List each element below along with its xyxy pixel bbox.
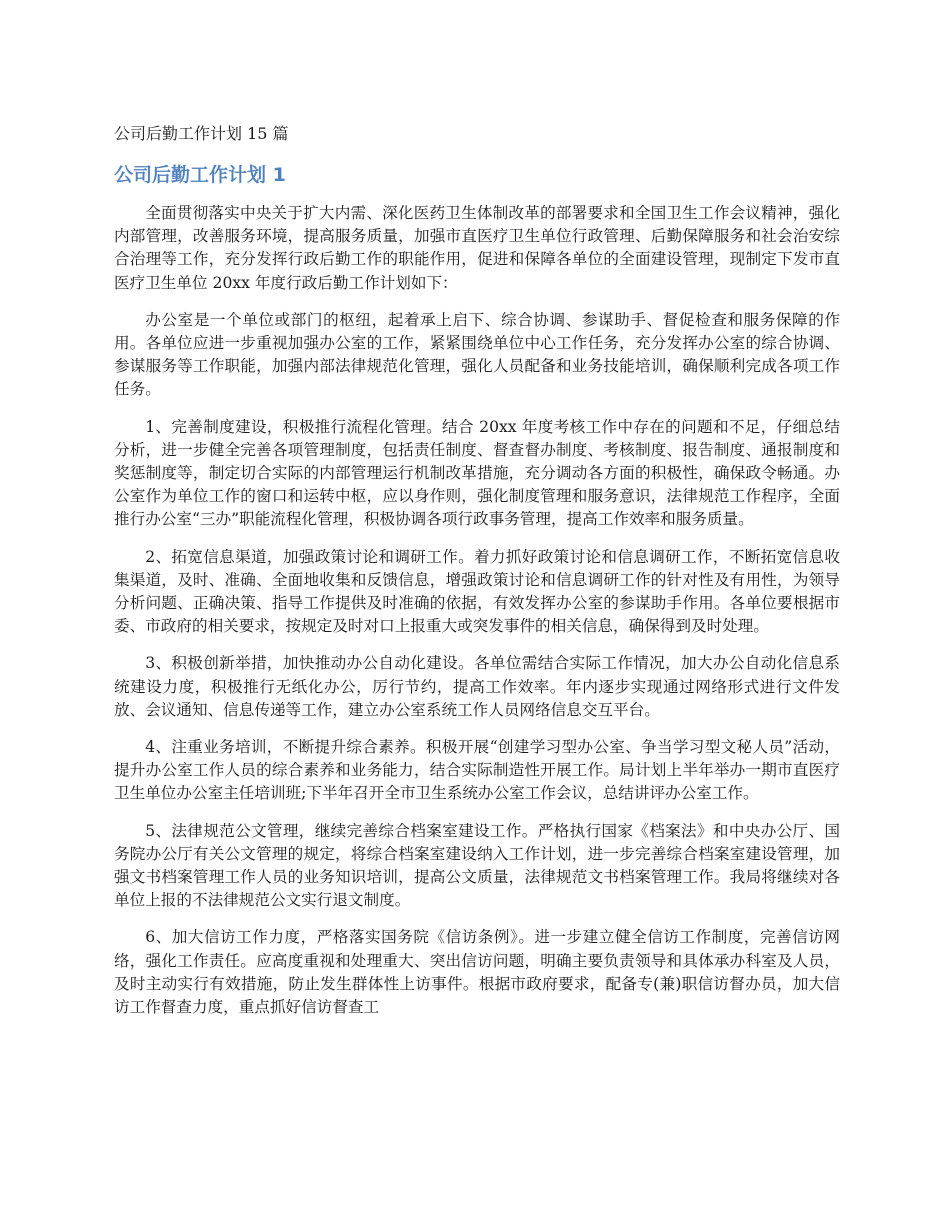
paragraph-item-5: 5、法律规范公文管理，继续完善综合档案室建设工作。严格执行国家《档案法》和中央办公厅、国务院办公厅有关公文管理的规定，将综合档案室建设纳入工作计划，进一步完善综合档案室建设管理，加强文书档案管理工作人员的业务知识培训，提高公文质量，法律规范文书档案管理工作。我局将继续对各单位上报的不法律规范公文实行退文制度。 — [114, 821, 840, 910]
section-heading: 公司后勤工作计划 1 — [114, 164, 286, 186]
paragraph-item-2: 2、拓宽信息渠道，加强政策讨论和调研工作。着力抓好政策讨论和信息调研工作，不断拓宽信息收集渠道，及时、准确、全面地收集和反馈信息，增强政策讨论和信息调研工作的针对性及有用性，为领导分析问题、正确决策、指导工作提供及时准确的依据，有效发挥办公室的参谋助手作用。各单位要根据市委、市政府的相关要求，按规定及时对口上报重大或突发事件的相关信息，确保得到及时处理。 — [114, 547, 840, 636]
paragraph-office-role: 办公室是一个单位或部门的枢纽，起着承上启下、综合协调、参谋助手、督促检查和服务保障的作用。各单位应进一步重视加强办公室的工作，紧紧围绕单位中心工作任务，充分发挥办公室的综合协调、参谋服务等工作职能，加强内部法律规范化管理，强化人员配备和业务技能培训，确保顺利完成各项工作任务。 — [114, 310, 840, 399]
paragraph-item-3: 3、积极创新举措，加快推动办公自动化建设。各单位需结合实际工作情况，加大办公自动化信息系统建设力度，积极推行无纸化办公，厉行节约，提高工作效率。年内逐步实现通过网络形式进行文件发放、会议通知、信息传递等工作，建立办公室系统工作人员网络信息交互平台。 — [114, 654, 840, 719]
paragraph-intro: 全面贯彻落实中央关于扩大内需、深化医药卫生体制改革的部署要求和全国卫生工作会议精神，强化内部管理，改善服务环境，提高服务质量，加强市直医疗卫生单位行政管理、后勤保障服务和社会治安综合治理等工作，充分发挥行政后勤工作的职能作用，促进和保障各单位的全面建设管理，现制定下发市直医疗卫生单位 20xx 年度行政后勤工作计划如下： — [114, 204, 840, 292]
paragraph-item-4: 4、注重业务培训，不断提升综合素养。积极开展“创建学习型办公室、争当学习型文秘人员”活动，提升办公室工作人员的综合素养和业务能力，结合实际制造性开展工作。局计划上半年举办一期市直医疗卫生单位办公室主任培训班;下半年召开全市卫生系统办公室工作会议，总结讲评办公室工作。 — [114, 738, 840, 803]
document-page — [114, 122, 840, 1033]
paragraph-item-6: 6、加大信访工作力度，严格落实国务院《信访条例》。进一步建立健全信访工作制度，完善信访网络，强化工作责任。应高度重视和处理重大、突出信访问题，明确主要负责领导和具体承办科室及人员，及时主动实行有效措施，防止发生群体性上访事件。根据市政府要求，配备专(兼)职信访督办员，加大信访工作督查力度，重点抓好信访督查工 — [114, 928, 840, 1017]
document-title: 公司后勤工作计划 15 篇 — [114, 124, 289, 143]
paragraph-item-1: 1、完善制度建设，积极推行流程化管理。结合 20xx 年度考核工作中存在的问题和不足，仔细总结分析，进一步健全完善各项管理制度，包括责任制度、督查督办制度、考核制度、报告制度、通报制度和奖惩制度等，制定切合实际的内部管理运行机制改革措施，充分调动各方面的积极性，确保政令畅通。办公室作为单位工作的窗口和运转中枢，应以身作则，强化制度管理和服务意识，法律规范工作程序，全面推行办公室“三办”职能流程化管理，积极协调各项行政事务管理，提高工作效率和服务质量。 — [114, 417, 840, 529]
